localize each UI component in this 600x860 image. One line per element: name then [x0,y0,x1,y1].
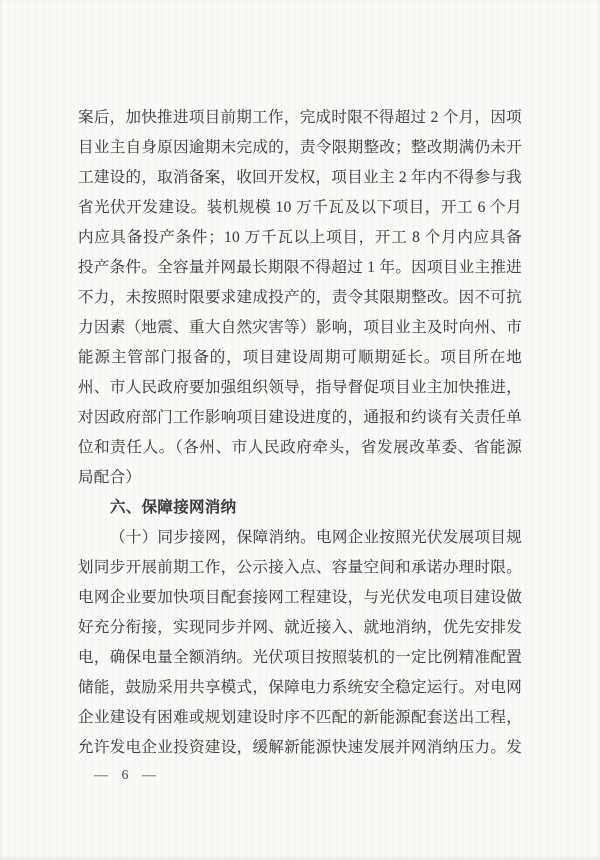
document-line: 电，确保电量全额消纳。光伏项目按照装机的一定比例精准配置 [78,649,522,666]
document-line: 目业主自身原因逾期未完成的，责令限期整改；整改期满仍未开 [78,139,522,156]
document-line: 对因政府部门工作影响项目建设进度的，通报和约谈有关责任单 [78,409,522,426]
document-line: 好充分衔接，实现同步并网、就近接入、就地消纳，优先安排发 [78,619,522,636]
document-line: 投产条件。全容量并网最长期限不得超过 1 年。因项目业主推进 [78,259,522,276]
document-line: 省光伏开发建设。装机规模 10 万千瓦及以下项目，开工 6 个月 [78,199,522,216]
document-line: 企业建设有困难或规划建设时序不匹配的新能源配套送出工程， [78,709,522,726]
document-line: （十）同步接网，保障消纳。电网企业按照光伏发展项目规 [110,529,522,546]
document-line: 不力，未按照时限要求建成投产的，责令其限期整改。因不可抗 [78,289,522,306]
document-body [78,103,522,763]
section-heading: 六、保障接网消纳 [110,499,237,516]
document-line: 能源主管部门报备的，项目建设周期可顺期延长。项目所在地 [78,349,522,366]
document-line: 局配合） [78,469,142,486]
document-line: 内应具备投产条件；10 万千瓦以上项目，开工 8 个月内应具备 [78,229,522,246]
page-number: — 6 — [94,768,161,783]
document-line: 允许发电企业投资建设，缓解新能源快速发展并网消纳压力。发 [78,739,522,756]
document-line: 储能，鼓励采用共享模式，保障电力系统安全稳定运行。对电网 [78,679,522,696]
document-line: 案后，加快推进项目前期工作，完成时限不得超过 2 个月，因项 [78,109,522,126]
document-line: 州、市人民政府要加强组织领导，指导督促项目业主加快推进， [78,379,522,396]
document-line: 力因素（地震、重大自然灾害等）影响，项目业主及时向州、市 [78,319,522,336]
document-line: 位和责任人。（各州、市人民政府牵头，省发展改革委、省能源 [78,439,522,456]
document-line: 电网企业要加快项目配套接网工程建设，与光伏发电项目建设做 [78,589,522,606]
document-line: 划同步开展前期工作，公示接入点、容量空间和承诺办理时限。 [78,559,522,576]
document-line: 工建设的，取消备案，收回开发权，项目业主 2 年内不得参与我 [78,169,522,186]
